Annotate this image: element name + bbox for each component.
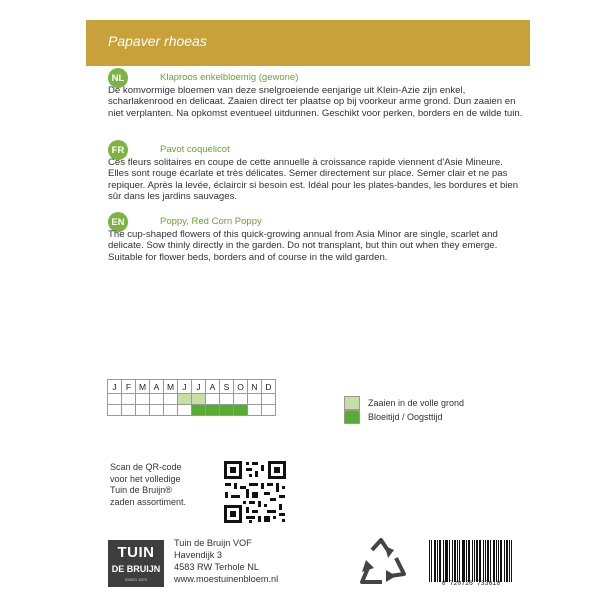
barcode-bar (500, 540, 501, 582)
sowing-cell (262, 394, 276, 405)
bloom-cell (192, 405, 206, 416)
month-cell: S (220, 380, 234, 394)
company-street: Havendijk 3 (174, 550, 223, 560)
qr-caption-line: Scan de QR-code (110, 462, 182, 472)
bloom-cell (248, 405, 262, 416)
barcode-bar (454, 540, 455, 582)
barcode-bar (474, 540, 475, 582)
barcode-bar (507, 540, 508, 582)
logo-text-sub: DE BRUIJN (111, 564, 161, 574)
barcode-bar (437, 540, 438, 582)
bloom-cell (178, 405, 192, 416)
badge-en: EN (108, 212, 128, 232)
barcode-bar (498, 540, 499, 582)
qr-caption-line: voor het volledige (110, 473, 181, 484)
company-city: 4583 RW Terhole NL (174, 562, 259, 572)
barcode-bar (509, 540, 510, 582)
barcode-bar (466, 540, 467, 582)
barcode-bar (434, 540, 435, 582)
barcode-bar (468, 540, 469, 582)
barcode-bar (496, 540, 497, 582)
barcode-bar (462, 540, 463, 582)
barcode-bar (447, 540, 448, 582)
month-cell: F (122, 380, 136, 394)
barcode-bar (501, 540, 502, 582)
legend-bloom-swatch (344, 410, 360, 424)
company-website[interactable]: www.moestuinenbloem.nl (174, 574, 279, 584)
company-name: Tuin de Bruijn VOF (174, 538, 252, 548)
title-nl: Klaproos enkelbloemig (gewone) (160, 72, 299, 83)
month-cell: J (178, 380, 192, 394)
sowing-cell (122, 394, 136, 405)
barcode-bar (493, 540, 494, 582)
bloom-cell (262, 405, 276, 416)
sowing-cell (248, 394, 262, 405)
calendar-bloom-row (108, 405, 276, 416)
barcode-bar (506, 540, 507, 582)
barcode-bar (480, 540, 481, 582)
barcode-bar (455, 540, 456, 582)
barcode-bar (449, 540, 450, 582)
brand-logo (108, 540, 164, 587)
barcode-bar (479, 540, 480, 582)
qr-caption (110, 462, 186, 508)
legend-sowing-swatch (344, 396, 360, 410)
month-cell: N (248, 380, 262, 394)
bloom-cell (150, 405, 164, 416)
barcode-bar (494, 540, 495, 582)
barcode-bar (457, 540, 458, 582)
badge-nl: NL (108, 68, 128, 88)
barcode-bar (435, 540, 436, 582)
qr-code-icon[interactable] (222, 459, 288, 525)
barcode-bar (511, 540, 512, 582)
barcode-bar (487, 540, 488, 582)
recycle-icon (352, 536, 410, 588)
barcode-bar (476, 540, 477, 582)
product-title: Papaver rhoeas (108, 33, 207, 49)
month-cell: M (136, 380, 150, 394)
barcode-bar (445, 540, 446, 582)
month-cell: A (206, 380, 220, 394)
sowing-cell (108, 394, 122, 405)
barcode-number: 8 720726 733618 (441, 580, 501, 587)
barcode-bar (446, 540, 447, 582)
barcode-bar (469, 540, 470, 582)
barcode-bar (429, 540, 430, 582)
bloom-cell (220, 405, 234, 416)
sowing-cell (164, 394, 178, 405)
barcode-bar (464, 540, 465, 582)
barcode-bar (431, 540, 432, 582)
sowing-cell (178, 394, 192, 405)
month-cell: A (150, 380, 164, 394)
bloom-cell (164, 405, 178, 416)
bloom-cell (206, 405, 220, 416)
bloom-cell (108, 405, 122, 416)
barcode-bar (488, 540, 489, 582)
barcode-bar (440, 540, 441, 582)
bloom-cell (136, 405, 150, 416)
barcode-bar (504, 540, 505, 582)
sowing-cell (150, 394, 164, 405)
barcode-bar (483, 540, 484, 582)
sowing-cell (192, 394, 206, 405)
legend-bloom (344, 410, 443, 424)
sowing-calendar (107, 379, 276, 416)
logo-text-main: TUIN (117, 544, 155, 561)
month-cell: D (262, 380, 276, 394)
barcode-bar (452, 540, 453, 582)
barcode-bar (485, 540, 486, 582)
barcode-bar (477, 540, 478, 582)
body-en: The cup-shaped flowers of this quick-growing annual from Asia Minor are single, scarlet and delicate. Sow thinly directly in the garden. Do not transplant, but thin out when they emerge. Suitable for flower beds, borders and of course in the wild garden. (108, 229, 498, 263)
legend-sowing (344, 396, 464, 410)
month-cell: M (164, 380, 178, 394)
month-cell: O (234, 380, 248, 394)
header-bar (86, 20, 530, 66)
barcode-bar (459, 540, 460, 582)
bloom-cell (122, 405, 136, 416)
body-nl: De komvormige bloemen van deze snelgroeiende eenjarige uit Klein-Azie zijn enkel, scharlakenrood en delicaat. Zaaien direct ter plaatse op bij voorkeur arme grond. Dun zaaien en niet verplanten. Na opkomst eventueel uitdunnen. Geschikt voor perken, borders en de wilde tuin. (108, 85, 523, 119)
sowing-cell (220, 394, 234, 405)
barcode-bar (472, 540, 473, 582)
barcode-bar (439, 540, 440, 582)
legend-bloom-label: Bloeitijd / Oogsttijd (368, 412, 443, 422)
calendar-month-row (108, 380, 276, 394)
month-cell: J (108, 380, 122, 394)
badge-fr: FR (108, 140, 128, 160)
barcode-bar (490, 540, 491, 582)
barcode-bar (463, 540, 464, 582)
sowing-cell (136, 394, 150, 405)
logo-text-since: SINDS 1870 (124, 577, 148, 582)
bloom-cell (234, 405, 248, 416)
body-fr: Ces fleurs solitaires en coupe de cette annuelle à croissance rapide viennent d'Asie Mineure. Elles sont rouge écarlate et très délicates. Semer directement sur place. Semer clair et ne pas repiquer. Après la levée, éclaircir si besoin est. Idéal pour les plates-bandes, les bordures et bien sûr dans les jardins sauvages. (108, 157, 519, 203)
sowing-cell (206, 394, 220, 405)
legend-sowing-label: Zaaien in de volle grond (368, 398, 465, 408)
company-address (174, 537, 278, 585)
barcode-bar (443, 540, 444, 582)
sowing-cell (234, 394, 248, 405)
qr-caption-line: zaden assortiment. (110, 496, 187, 507)
title-en: Poppy, Red Corn Poppy (160, 216, 262, 227)
calendar-sowing-row (108, 394, 276, 405)
qr-caption-line: Tuin de Bruijn® (110, 485, 172, 495)
title-fr: Pavot coquelicot (160, 144, 230, 155)
month-cell: J (192, 380, 206, 394)
